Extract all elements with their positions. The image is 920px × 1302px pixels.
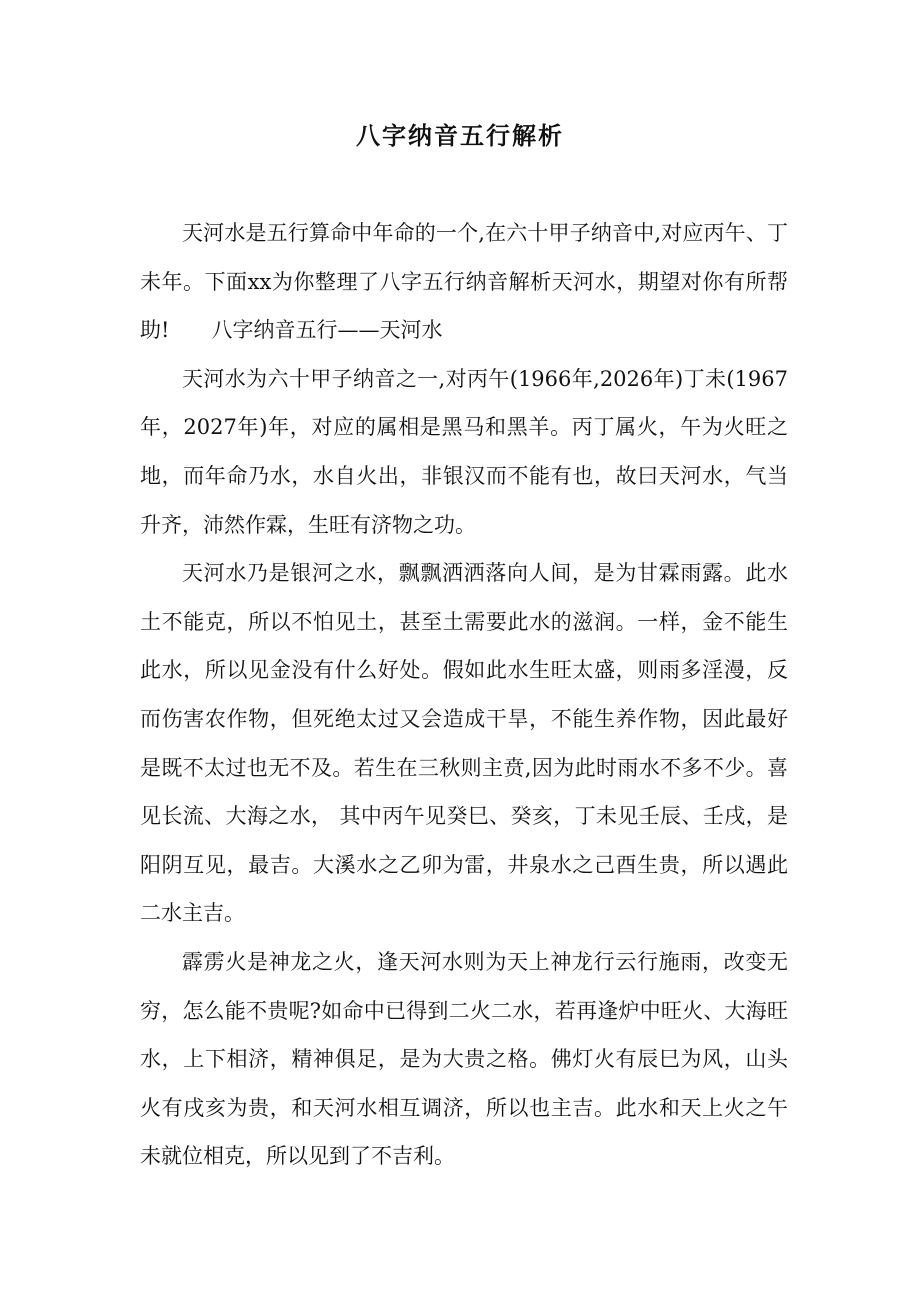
intro-paragraph [140, 209, 788, 355]
document-title: 八字纳音五行解析 [356, 121, 564, 150]
paragraph-origin: 天河水为六十甲子纳音之一,对丙午(1966年,2026年)丁未(1967年，2027年)年，对应的属相是黑马和黑羊。丙丁属火，午为火旺之地，而年命乃水，水自火出，非银汉而不能有也，故曰天河水，气当升齐，沛然作霖，生旺有济物之功。 [140, 366, 788, 537]
document-body [140, 209, 788, 1181]
section-subheading: 八字纳音五行——天河水 [211, 318, 443, 343]
intro-text: 天河水是五行算命中年命的一个,在六十甲子纳音中,对应丙午、丁未年。下面xx为你整理了八字五行纳音解析天河水，期望对你有所帮助! [140, 221, 788, 343]
paragraph-fire-relations: 霹雳火是神龙之火，逢天河水则为天上神龙行云行施雨，改变无穷，怎么能不贵呢?如命中已得到二火二水，若再逢炉中旺火、大海旺水，上下相济，精神俱足，是为大贵之格。佛灯火有辰巳为风，山头火有戌亥为贵，和天河水相互调济，所以也主吉。此水和天上火之午未就位相克，所以见到了不吉利。 [140, 949, 788, 1169]
paragraph-characteristics: 天河水乃是银河之水，飘飘洒洒落向人间，是为甘霖雨露。此水土不能克，所以不怕见土，甚至土需要此水的滋润。一样，金不能生此水，所以见金没有什么好处。假如此水生旺太盛，则雨多淫漫，反而伤害农作物，但死绝太过又会造成干旱，不能生养作物，因此最好是既不太过也无不及。若生在三秋则主贲,因为此时雨水不多不少。喜见长流、大海之水， 其中丙午见癸巳、癸亥，丁未见壬辰、壬戌，是阳阴互见，最吉。大溪水之乙卯为雷，井泉水之己酉生贵，所以遇此二水主吉。 [140, 561, 788, 926]
